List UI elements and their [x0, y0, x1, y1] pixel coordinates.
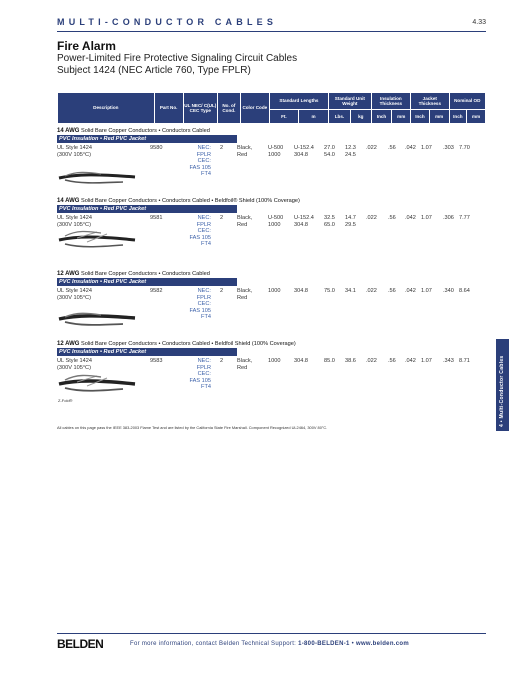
- page-subtitle: [57, 53, 297, 77]
- weight-kg: 14.7 29.5: [345, 215, 356, 228]
- conductor-count: 2: [220, 145, 224, 151]
- od-inch: .303: [443, 145, 454, 151]
- header-part-no: Part No.: [154, 93, 183, 124]
- cable-illustration-icon: [57, 310, 137, 328]
- header-od-mm: mm: [467, 110, 486, 124]
- description: UL Style 1424 (300V 105°C): [57, 145, 92, 158]
- header-standard-lengths: Standard Lengths: [269, 93, 328, 110]
- conductor-count: 2: [220, 358, 224, 364]
- part-number: 9580: [150, 145, 163, 151]
- subtitle-line-2: Subject 1424 (NEC Article 760, Type FPLR): [57, 65, 251, 76]
- footer-divider: [57, 633, 486, 634]
- contact-separator: •: [349, 641, 356, 647]
- weight-kg: 12.3 24.5: [345, 145, 356, 158]
- cable-illustration-icon: [57, 168, 137, 186]
- weight-lbs: 85.0: [324, 358, 335, 364]
- part-number: 9582: [150, 288, 163, 294]
- footnote: All cables on this page pass the IEEE 383-2003 Flame Test and are listed by the California State Fire Marshall. Component Recognized UL2464, 300V 80°C.: [57, 425, 328, 430]
- header-divider: [57, 31, 486, 32]
- weight-lbs: 75.0: [324, 288, 335, 294]
- length-m: 304.8: [294, 288, 308, 294]
- od-mm: 8.71: [459, 358, 470, 364]
- contact-phone: 1-800-BELDEN-1: [298, 641, 350, 647]
- od-mm: 7.70: [459, 145, 470, 151]
- length-m: 304.8: [294, 358, 308, 364]
- weight-kg: 34.1: [345, 288, 356, 294]
- part-number: 9581: [150, 215, 163, 221]
- jacket-mm: 1.07: [421, 215, 432, 221]
- ul-type: NEC: FPLR CEC: FAS 105 FT4: [189, 145, 211, 178]
- weight-kg: 38.6: [345, 358, 356, 364]
- color-code: Black, Red: [237, 358, 253, 371]
- header-jac-mm: mm: [429, 110, 449, 124]
- cable-illustration-icon: [57, 228, 137, 250]
- header-ft: Ft.: [269, 110, 298, 124]
- conductor-count: 2: [220, 215, 224, 221]
- belden-logo: BELDEN: [57, 637, 104, 651]
- length-ft: 1000: [268, 288, 281, 294]
- ul-type: NEC: FPLR CEC: FAS 105 FT4: [189, 288, 211, 321]
- insulation-mm: .56: [388, 288, 396, 294]
- header-jac-inch: Inch: [411, 110, 430, 124]
- jacket-mm: 1.07: [421, 145, 432, 151]
- od-inch: .340: [443, 288, 454, 294]
- header-no-cond: No. of Cond.: [217, 93, 240, 124]
- table-row: [57, 213, 486, 271]
- cable-section-9580: [57, 127, 486, 201]
- section-title: 14 AWG Solid Bare Copper Conductors • Conductors Cabled • Beldfoil® Shield (100% Coverage): [57, 198, 300, 204]
- page-title: Fire Alarm: [57, 39, 116, 53]
- jacket-inch: .042: [405, 288, 416, 294]
- od-mm: 7.77: [459, 215, 470, 221]
- od-inch: .343: [443, 358, 454, 364]
- insulation-inch: .022: [366, 288, 377, 294]
- length-m: U-152.4 304.8: [294, 215, 314, 228]
- section-header-title: MULTI-CONDUCTOR CABLES: [57, 17, 278, 27]
- insulation-band: PVC Insulation • Red PVC Jacket: [57, 348, 237, 356]
- od-mm: 8.64: [459, 288, 470, 294]
- spec-table-header: [57, 92, 486, 124]
- footer-contact: [130, 641, 409, 647]
- od-inch: .306: [443, 215, 454, 221]
- page-number: 4.33: [472, 19, 486, 26]
- section-title: 14 AWG Solid Bare Copper Conductors • Conductors Cabled: [57, 128, 210, 134]
- description: UL Style 1424 (300V 105°C): [57, 288, 92, 301]
- header-ul-type: UL NEC/ C(UL) CEC Type: [183, 93, 217, 124]
- ul-type: NEC: FPLR CEC: FAS 105 FT4: [189, 215, 211, 248]
- table-row: [57, 356, 486, 414]
- weight-lbs: 27.0 54.0: [324, 145, 335, 158]
- header-od-inch: Inch: [449, 110, 467, 124]
- color-code: Black, Red: [237, 145, 253, 158]
- header-kg: kg: [350, 110, 371, 124]
- part-number: 9583: [150, 358, 163, 364]
- section-title: 12 AWG Solid Bare Copper Conductors • Conductors Cabled • Beldfoil Shield (100% Coverage): [57, 341, 296, 347]
- insulation-mm: .56: [388, 145, 396, 151]
- ul-type: NEC: FPLR CEC: FAS 105 FT4: [189, 358, 211, 391]
- header-m: m: [298, 110, 328, 124]
- length-ft: U-500 1000: [268, 215, 284, 228]
- side-tab: [496, 339, 509, 431]
- header-description: Description: [58, 93, 155, 124]
- header-ins-mm: mm: [392, 110, 411, 124]
- jacket-inch: .042: [405, 215, 416, 221]
- header-insulation: Insulation Thickness: [371, 93, 410, 110]
- color-code: Black, Red: [237, 288, 253, 301]
- insulation-band: PVC Insulation • Red PVC Jacket: [57, 135, 237, 143]
- z-fold-label: Z-Fold®: [58, 398, 73, 403]
- description: UL Style 1424 (300V 105°C): [57, 358, 92, 371]
- insulation-mm: .56: [388, 358, 396, 364]
- insulation-band: PVC Insulation • Red PVC Jacket: [57, 278, 237, 286]
- length-ft: 1000: [268, 358, 281, 364]
- header-jacket: Jacket Thickness: [411, 93, 449, 110]
- header-ins-inch: Inch: [371, 110, 392, 124]
- cable-section-9581: [57, 197, 486, 271]
- contact-prefix: For more information, contact Belden Technical Support:: [130, 641, 299, 647]
- table-row: [57, 286, 486, 344]
- header-lbs: Lbs.: [329, 110, 351, 124]
- header-unit-weight: Standard Unit Weight: [329, 93, 372, 110]
- section-title: 12 AWG Solid Bare Copper Conductors • Conductors Cabled: [57, 271, 210, 277]
- conductor-count: 2: [220, 288, 224, 294]
- jacket-inch: .042: [405, 145, 416, 151]
- jacket-inch: .042: [405, 358, 416, 364]
- insulation-inch: .022: [366, 215, 377, 221]
- cable-illustration-icon: [57, 371, 137, 397]
- subtitle-line-1: Power-Limited Fire Protective Signaling Circuit Cables: [57, 53, 298, 64]
- jacket-mm: 1.07: [421, 358, 432, 364]
- length-m: U-152.4 304.8: [294, 145, 314, 158]
- header-color-code: Color Code: [240, 93, 269, 124]
- contact-website-link[interactable]: www.belden.com: [356, 641, 409, 647]
- side-tab-label: 4 • Multi-Conductor Cables: [499, 355, 505, 427]
- insulation-inch: .022: [366, 358, 377, 364]
- header-nominal-od: Nominal OD: [449, 93, 485, 110]
- length-ft: U-500 1000: [268, 145, 284, 158]
- cable-section-9582: [57, 270, 486, 344]
- jacket-mm: 1.07: [421, 288, 432, 294]
- cable-section-9583: [57, 340, 486, 414]
- table-row: [57, 143, 486, 201]
- weight-lbs: 32.5 65.0: [324, 215, 335, 228]
- insulation-inch: .022: [366, 145, 377, 151]
- description: UL Style 1424 (300V 105°C): [57, 215, 92, 228]
- insulation-mm: .56: [388, 215, 396, 221]
- color-code: Black, Red: [237, 215, 253, 228]
- insulation-band: PVC Insulation • Red PVC Jacket: [57, 205, 237, 213]
